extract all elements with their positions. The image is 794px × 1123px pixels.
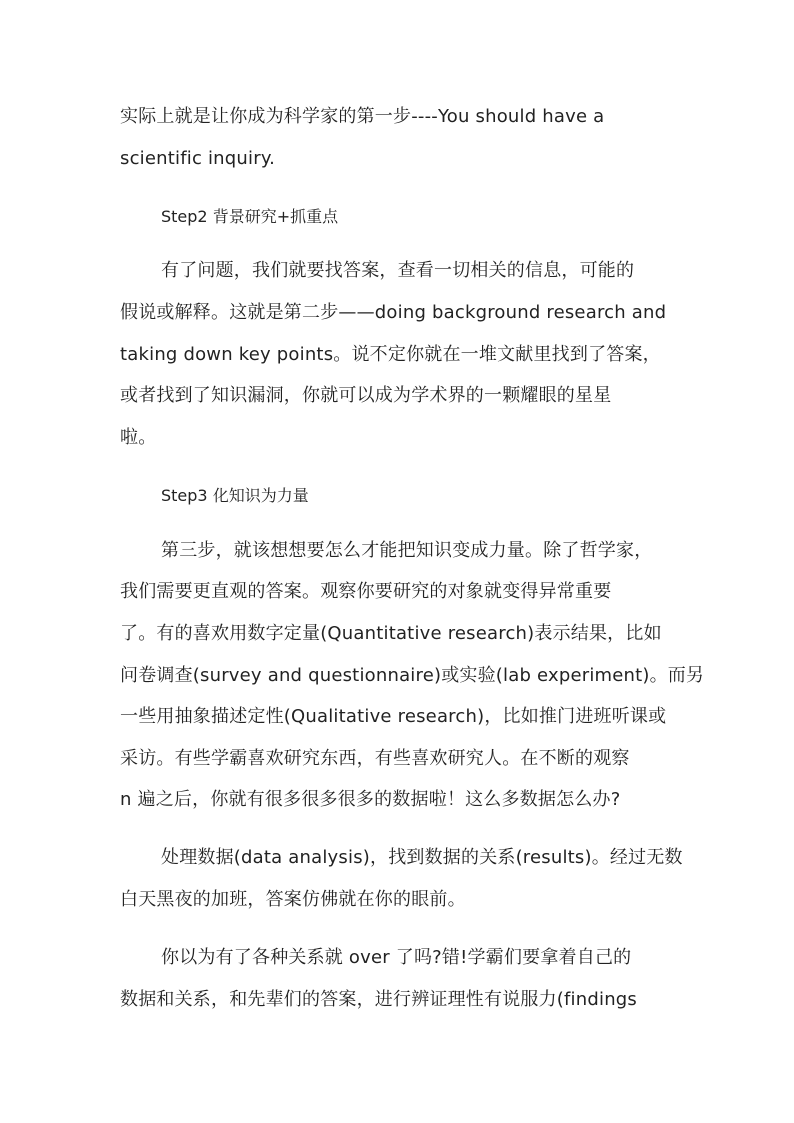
paragraph-line: 实际上就是让你成为科学家的第一步----You should have a	[120, 106, 605, 127]
paragraph-line: 你以为有了各种关系就 over 了吗?错!学霸们要拿着自己的	[161, 947, 632, 968]
paragraph-line: 数据和关系，和先辈们的答案，进行辨证理性有说服力(findings	[120, 989, 638, 1010]
section-heading-step3: Step3 化知识为力量	[161, 486, 309, 505]
paragraph-line: scientific inquiry.	[120, 148, 276, 169]
paragraph-line: 第三步，就该想想要怎么才能把知识变成力量。除了哲学家，	[161, 540, 653, 561]
paragraph-line: 采访。有些学霸喜欢研究东西，有些喜欢研究人。在不断的观察	[120, 748, 630, 769]
paragraph-line: 了。有的喜欢用数字定量(Quantitative research)表示结果，比如	[120, 623, 662, 644]
paragraph-line: 我们需要更直观的答案。观察你要研究的对象就变得异常重要	[120, 581, 612, 602]
paragraph-line: 啦。	[120, 427, 157, 448]
paragraph-line: 一些用抽象描述定性(Qualitative research)，比如推门进班听课或	[120, 706, 667, 727]
paragraph-line: 问卷调查(survey and questionnaire)或实验(lab experiment)。而另	[120, 665, 705, 686]
paragraph-line: taking down key points。说不定你就在一堆文献里找到了答案，	[120, 344, 661, 365]
paragraph-line: 白天黑夜的加班，答案仿佛就在你的眼前。	[120, 889, 466, 910]
section-heading-step2: Step2 背景研究+抓重点	[161, 207, 339, 226]
paragraph-line: 处理数据(data analysis)，找到数据的关系(results)。经过无数	[161, 847, 683, 868]
paragraph-line: n 遍之后，你就有很多很多很多的数据啦！这么多数据怎么办?	[120, 789, 621, 810]
paragraph-line: 或者找到了知识漏洞，你就可以成为学术界的一颗耀眼的星星	[120, 385, 612, 406]
paragraph-line: 假说或解释。这就是第二步——doing background research and	[120, 302, 667, 323]
paragraph-line: 有了问题，我们就要找答案，查看一切相关的信息，可能的	[161, 260, 635, 281]
